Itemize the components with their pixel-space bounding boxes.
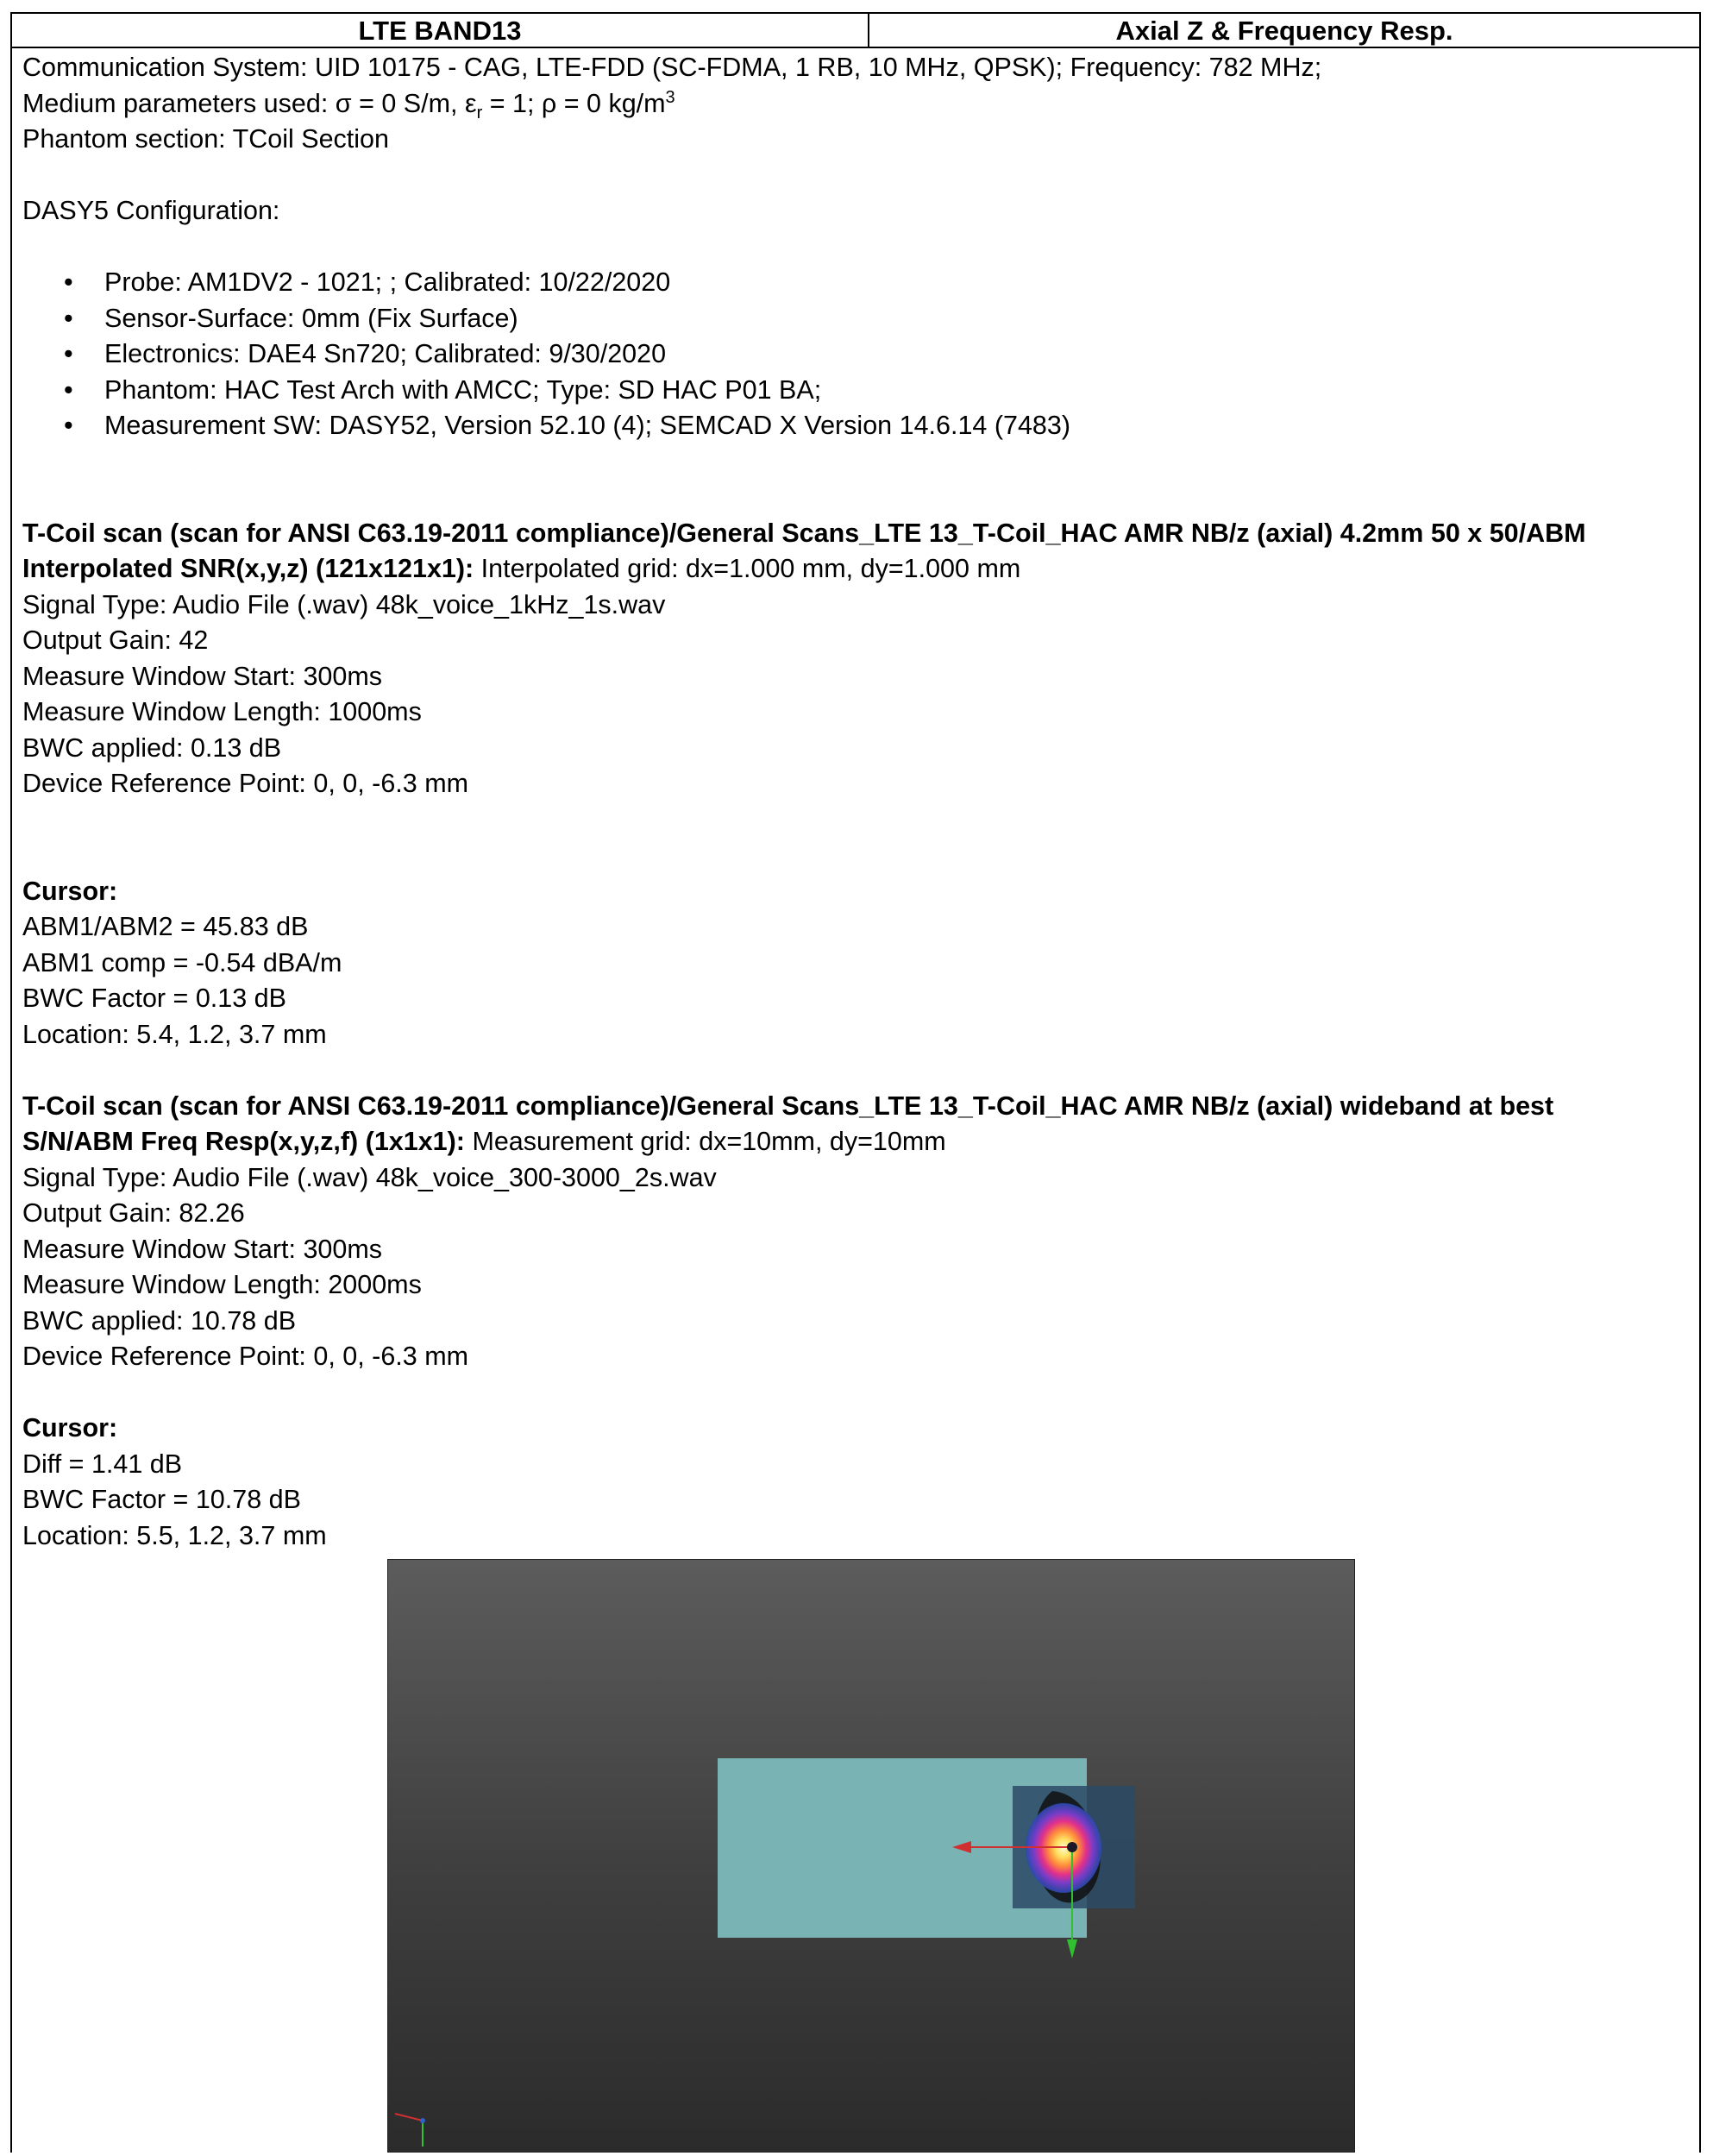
- communication-system: Communication System: UID 10175 - CAG, LTE-FDD (SC-FDMA, 1 RB, 10 MHz, QPSK); Frequency: 782 MHz;: [22, 53, 1322, 82]
- phantom-section: Phantom section: TCoil Section: [22, 124, 389, 154]
- report-header: [10, 12, 1701, 48]
- scan1-window-length: Measure Window Length: 1000ms: [22, 697, 422, 726]
- scan2-title-cont: S/N/ABM Freq Resp(x,y,z,f) (1x1x1): Measurement grid: dx=10mm, dy=10mm: [22, 1127, 946, 1156]
- scan1-title-cont: Interpolated SNR(x,y,z) (121x121x1): Interpolated grid: dx=1.000 mm, dy=1.000 mm: [22, 554, 1021, 583]
- scan2-window-length: Measure Window Length: 2000ms: [22, 1270, 422, 1299]
- header-band: LTE BAND13: [12, 14, 869, 47]
- scan2-title: T-Coil scan (scan for ANSI C63.19-2011 compliance)/General Scans_LTE 13_T-Coil_HAC AMR NB/z (axial) wideband at best: [22, 1091, 1554, 1121]
- scan1-cursor-heading: Cursor:: [22, 876, 118, 906]
- scan2-cursor-value: Location: 5.5, 1.2, 3.7 mm: [22, 1520, 327, 1550]
- scan1-cursor-value: ABM1/ABM2 = 45.83 dB: [22, 912, 309, 941]
- dasy-config-heading: DASY5 Configuration:: [22, 196, 280, 225]
- scan1-reference-point: Device Reference Point: 0, 0, -6.3 mm: [22, 769, 469, 798]
- header-test-type: Axial Z & Frequency Resp.: [1115, 15, 1453, 46]
- scan2-cursor-heading: Cursor:: [22, 1413, 118, 1443]
- scan1-cursor-value: Location: 5.4, 1.2, 3.7 mm: [22, 1019, 327, 1049]
- y-axis-arrowhead: [1067, 1939, 1077, 1958]
- scan1-bwc-applied: BWC applied: 0.13 dB: [22, 732, 282, 763]
- config-item: • Sensor-Surface: 0mm (Fix Surface): [22, 301, 1687, 337]
- cursor-point: [1067, 1842, 1077, 1852]
- scan1-title: T-Coil scan (scan for ANSI C63.19-2011 compliance)/General Scans_LTE 13_T-Coil_HAC AMR NB/z (axial) 4.2mm 50 x 50/ABM: [22, 518, 1586, 548]
- scan1-signal-type: Signal Type: Audio File (.wav) 48k_voice_1kHz_1s.wav: [22, 589, 666, 619]
- scan2-bwc-applied: BWC applied: 10.78 dB: [22, 1305, 297, 1336]
- scan1-window-start: Measure Window Start: 300ms: [22, 661, 382, 691]
- scan2-cursor-value: BWC Factor = 10.78 dB: [22, 1485, 301, 1514]
- scan2-output-gain: Output Gain: 82.26: [22, 1198, 245, 1228]
- orientation-triad: [395, 2114, 425, 2147]
- config-list: [22, 265, 1687, 444]
- scan1-cursor-value: BWC Factor = 0.13 dB: [22, 984, 286, 1013]
- scan1-cursor-value: ABM1 comp = -0.54 dBA/m: [22, 947, 342, 977]
- report-body: [22, 50, 1687, 1554]
- scan2-window-start: Measure Window Start: 300ms: [22, 1234, 382, 1264]
- scan-3d-viewer[interactable]: [387, 1559, 1355, 2153]
- config-item: • Probe: AM1DV2 - 1021; ; Calibrated: 10/22/2020: [22, 265, 1687, 301]
- scan2-signal-type: Signal Type: Audio File (.wav) 48k_voice_300-3000_2s.wav: [22, 1162, 717, 1192]
- medium-parameters: Medium parameters used: σ = 0 S/m, $\varepsilon_r = 1$; ρ = 0 $kg/m^3$: [22, 87, 675, 123]
- config-item: • Measurement SW: DASY52, Version 52.10 (4); SEMCAD X Version 14.6.14 (7483): [22, 408, 1687, 444]
- scan2-reference-point: Device Reference Point: 0, 0, -6.3 mm: [22, 1342, 469, 1371]
- config-item: • Phantom: HAC Test Arch with AMCC; Type: SD HAC P01 BA;: [22, 373, 1687, 409]
- scan1-output-gain: Output Gain: 42: [22, 625, 209, 655]
- config-item: • Electronics: DAE4 Sn720; Calibrated: 9/30/2020: [22, 336, 1687, 373]
- scan2-cursor-value: Diff = 1.41 dB: [22, 1449, 183, 1479]
- scan-render: [388, 1560, 1354, 2152]
